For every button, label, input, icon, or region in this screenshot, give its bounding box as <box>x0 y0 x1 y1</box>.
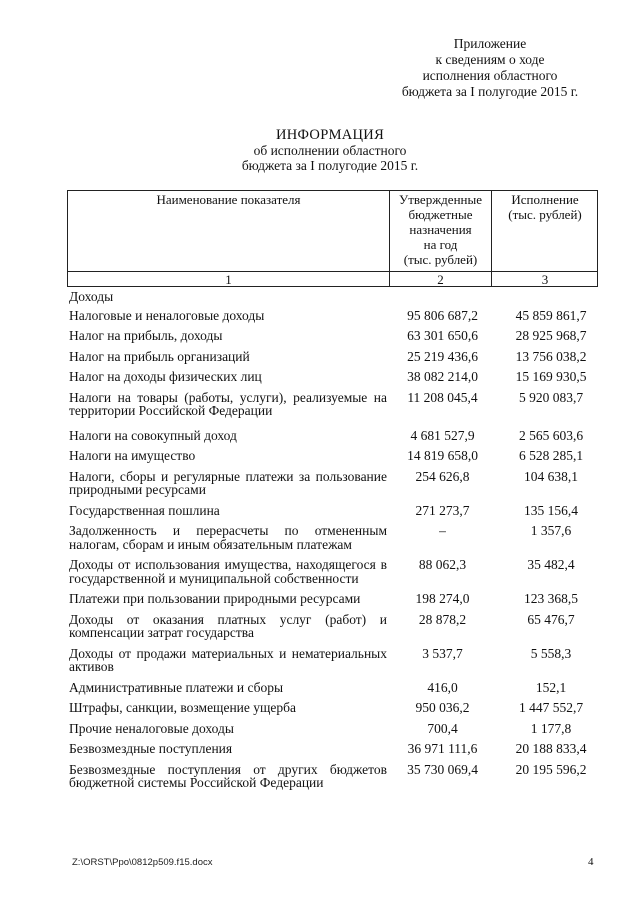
table-row <box>69 763 599 790</box>
document-title <box>130 128 530 173</box>
row-name: Налоговые и неналоговые доходы <box>69 307 265 323</box>
row-approved: 3 537,7 <box>422 645 463 661</box>
row-name: Налоги на товары (работы, услуги), реализуемые на территории Российской Федерации <box>69 389 387 418</box>
column-number: 2 <box>437 272 444 287</box>
row-approved: 198 274,0 <box>415 591 470 606</box>
title-line: бюджета за I полугодие 2015 г. <box>241 158 419 173</box>
row-name: Налоги, сборы и регулярные платежи за пользование природными ресурсами <box>69 468 387 497</box>
header-execution <box>492 192 598 222</box>
row-name: Налоги на имущество <box>69 448 196 463</box>
row-executed: 1 177,8 <box>530 720 572 736</box>
row-approved: 25 219 436,6 <box>407 348 478 364</box>
row-executed: 20 188 833,4 <box>515 741 587 756</box>
row-executed: 1 357,6 <box>530 523 572 538</box>
row-approved: 95 806 687,2 <box>407 307 478 323</box>
row-name: Задолженность и перерасчеты по отмененным налогам, сборам и иным обязательным платежам <box>69 523 387 552</box>
table-row <box>69 391 599 418</box>
row-executed: 5 920 083,7 <box>518 389 584 405</box>
header-name: Наименование показателя <box>156 192 301 207</box>
table-row <box>69 742 599 756</box>
table-row <box>69 613 599 640</box>
row-approved: 700,4 <box>427 720 458 736</box>
row-name: Штрафы, санкции, возмещение ущерба <box>69 700 297 715</box>
row-approved: 35 730 069,4 <box>407 761 478 777</box>
row-approved: 14 819 658,0 <box>407 448 478 463</box>
table-row <box>69 592 599 606</box>
appendix-note <box>330 36 640 100</box>
title-line: об исполнении областного <box>253 143 407 158</box>
header-approved-line: бюджетные <box>408 207 473 222</box>
row-approved: 38 082 214,0 <box>407 369 478 384</box>
table-row <box>69 309 599 323</box>
row-name: Государственная пошлина <box>69 502 220 518</box>
header-approved-line: (тыс. рублей) <box>403 252 478 267</box>
row-executed: 15 169 930,5 <box>515 369 587 384</box>
table-row <box>69 558 599 585</box>
row-executed: 13 756 038,2 <box>515 348 587 364</box>
row-executed: 45 859 861,7 <box>515 307 587 323</box>
appendix-line: к сведениям о ходе <box>435 52 545 67</box>
row-executed: 152,1 <box>535 679 567 695</box>
row-executed: 65 476,7 <box>527 611 575 627</box>
appendix-line: Приложение <box>453 36 527 51</box>
row-approved: 271 273,7 <box>415 502 470 518</box>
column-number: 3 <box>541 272 549 287</box>
row-name: Доходы от продажи материальных и нематериальных активов <box>69 645 387 674</box>
section-label-text: Доходы <box>69 289 114 304</box>
row-executed: 20 195 596,2 <box>515 761 587 777</box>
row-approved: 950 036,2 <box>415 700 470 715</box>
row-executed: 5 558,3 <box>530 645 572 661</box>
row-name: Доходы от оказания платных услуг (работ) и компенсации затрат государства <box>69 611 387 640</box>
table-row <box>69 329 599 343</box>
row-approved: – <box>439 523 446 538</box>
row-executed: 135 156,4 <box>524 502 578 518</box>
row-name: Прочие неналоговые доходы <box>69 720 234 736</box>
table-row <box>69 722 599 736</box>
row-executed: 35 482,4 <box>527 557 575 572</box>
row-approved: 11 208 045,4 <box>407 389 478 405</box>
row-executed: 123 368,5 <box>524 591 578 606</box>
table-row <box>69 647 599 674</box>
header-approved-line: на год <box>423 237 458 252</box>
row-approved: 63 301 650,6 <box>407 328 478 343</box>
appendix-line: исполнения областного <box>422 68 558 83</box>
table-row <box>69 524 599 551</box>
table-body <box>69 290 599 797</box>
table-row <box>69 681 599 695</box>
table-row <box>69 350 599 364</box>
row-executed: 28 925 968,7 <box>515 328 587 343</box>
column-number: 1 <box>225 272 232 287</box>
row-executed: 104 638,1 <box>524 468 578 484</box>
table-header <box>67 190 598 287</box>
table-row <box>69 370 599 384</box>
table-row <box>69 701 599 715</box>
title-main: ИНФОРМАЦИЯ <box>275 127 385 143</box>
table-row <box>69 449 599 463</box>
table-row <box>69 470 599 497</box>
page-number: 4 <box>588 856 594 868</box>
file-path: Z:\ORST\Ppo\0812p509.f15.docx <box>72 857 213 868</box>
row-name: Платежи при пользовании природными ресурсами <box>69 591 361 606</box>
header-approved-line: назначения <box>409 222 472 237</box>
row-name: Налог на прибыль, доходы <box>69 328 223 343</box>
table-row <box>69 504 599 518</box>
row-approved: 28 878,2 <box>418 611 467 627</box>
row-name: Административные платежи и сборы <box>69 679 284 695</box>
row-name: Безвозмездные поступления <box>69 741 233 756</box>
row-approved: 254 626,8 <box>415 468 470 484</box>
row-name: Налог на прибыль организаций <box>69 348 250 364</box>
row-name: Налог на доходы физических лиц <box>69 369 262 384</box>
row-name: Безвозмездные поступления от других бюджетов бюджетной системы Российской Федерации <box>69 761 387 790</box>
row-executed: 6 528 285,1 <box>518 448 584 463</box>
row-executed: 1 447 552,7 <box>518 700 584 715</box>
row-name: Доходы от использования имущества, находящегося в государственной и муниципальной собственности <box>69 557 387 586</box>
row-name: Налоги на совокупный доход <box>69 427 237 443</box>
row-approved: 4 681 527,9 <box>410 427 475 443</box>
header-approved <box>390 192 491 267</box>
row-approved: 88 062,3 <box>418 557 467 572</box>
table-row <box>69 429 599 443</box>
appendix-line: бюджета за I полугодие 2015 г. <box>401 84 579 99</box>
row-executed: 2 565 603,6 <box>518 427 584 443</box>
section-label <box>69 290 599 304</box>
row-approved: 36 971 111,6 <box>407 741 478 756</box>
header-execution-line: (тыс. рублей) <box>508 207 582 222</box>
header-execution-line: Исполнение <box>511 192 579 207</box>
header-approved-line: Утвержденные <box>398 192 482 207</box>
row-approved: 416,0 <box>427 679 458 695</box>
